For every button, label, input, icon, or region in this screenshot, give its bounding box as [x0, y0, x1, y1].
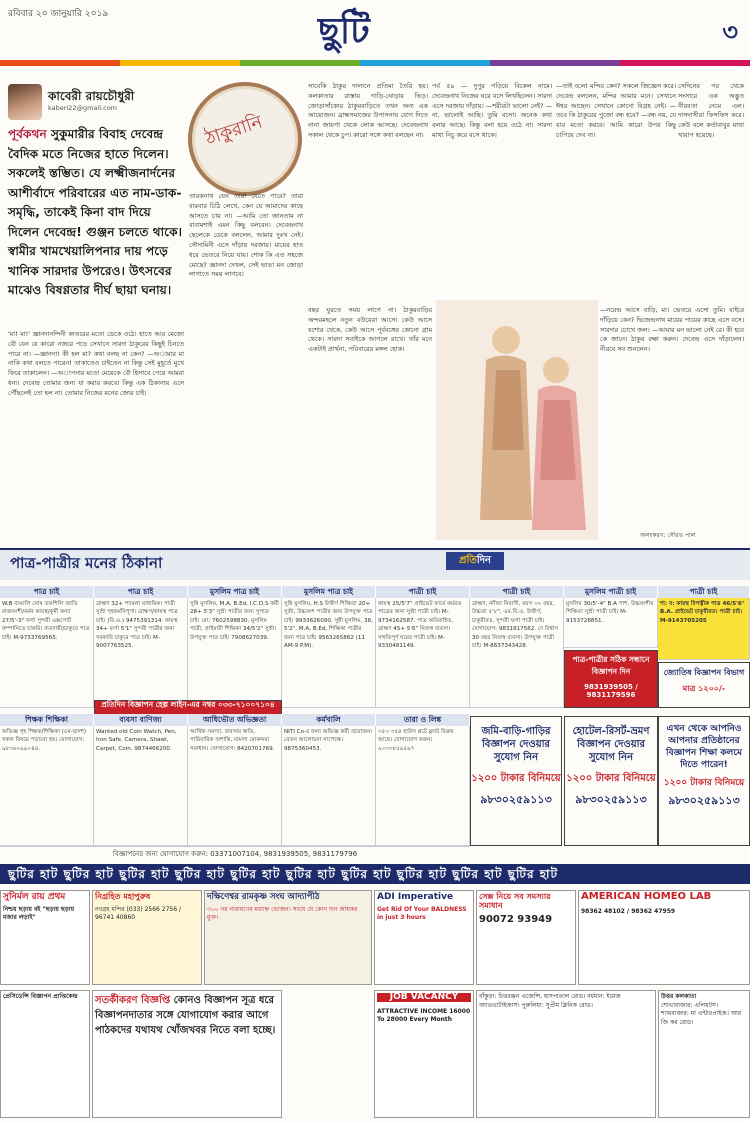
article-column-1: 'মা! মা!' জ্ঞানদানন্দিনী কাতরের মতো ডেকে ওঠে। হাতে আর মেজো বৌ যেন যে কারো নজরে পড়ে সেখানে সারদা ঠাকুরের কিছুই চিনতে পারে না। —জ্ঞানদা! কী হল মা? কথা বলছ না কেন? —অামার মা নাকি কথা বলতে পারেন! তাকাতেও চাইতেন না কিন্তু সেই মুহূর্তে মুখে ফিরে তাকালেন। —অাপনার মতো মেয়েকে বৌ হিসাবে পেয়ে আমরা ধন্য। দেবেন্দ্র তোমার জন্য যা করার করবে। কিন্তু এক ঠিকানায় এসে পৌঁছলেই তো হল না। তোমার নিজের মনের জোর চাই।	[8, 330, 184, 397]
helpline-box: প্রতিদিন বিজ্ঞাপন হেল্প লাইন-এর নম্বর ০৩৩-৭১০০৭১০৪	[94, 700, 282, 718]
ad-sex-clinic-phone: 90072 93949	[479, 914, 553, 925]
education-promo	[658, 716, 750, 846]
classified-ad: ব্রাহ্মণ, নদীয়া নিবাসী, বয়স ৩০ বছর, উচ্চতা ৫'৮", এম.বি.এ. উত্তীর্ণ, চাকুরীরত, সুন্দরী ফর্সা পাত্রী চাই। যোগাযোগ: 9831917562. দে বিশ্বাস 30 বছর নিজস্ব ব্যবসা। উপযুক্ত পাত্রী চাই। M-8637343428.	[470, 598, 564, 708]
ad-ashram-text: ৩০০ নর নারায়ণের মধ্যাহ্ন ভোজন। সংঘে যে কোন দান আয়কর মুক্ত।	[207, 905, 358, 921]
education-promo-price: ১২০০ টাকার বিনিময়ে	[663, 778, 745, 788]
ad-baldness-text: Get Rid Of Your BALDNESS in just 3 hours	[377, 905, 467, 921]
intro-text: সুকুমারীর বিবাহ দেবেন্দ্র বৈদিক মতে নিজের হাতে দিলেন। সকলেই স্তম্ভিত। যে লক্ষ্মীজনার্দনের আশীর্বাদে পরিবারের এত নাম-ডাক-সমৃদ্ধি, তাকেই কিনা বাদ দিয়ে দিলেন দেবেন্দ্র! গুঞ্জন চলতে থাকে। স্বামীর খামখেয়ালিপনার দায় পড়ে খানিক সারদার উপরেও। উৎসবের মাঝেও বিষণ্ণতার দীর্ঘ ছায়া ঘনায়।	[8, 127, 182, 297]
ad-office-north	[658, 990, 750, 1118]
classified-ad: W.B বাঙালি ঘোষ তফশিলি জাতি রাজবংশী/বর্মন কায়স্থ/কুর্মী কন্যা 27/5'-3" ফর্সা সুন্দরী এক্সপোর্ট কম্পানিতে চাকরি। ব্যবসায়ী/চাকুরে পাত্র চাই। M-9733769565.	[0, 598, 94, 708]
section-masthead: ছুটি	[318, 10, 370, 52]
ad-sex-clinic-title: সেক্স নিয়ে সব সমস্যার সমাধান	[479, 892, 551, 910]
ad-book-title: সুনির্মল রায় প্রথম	[3, 892, 66, 902]
category-heading: তারা ও লিঙ্ক	[376, 714, 470, 726]
ad-office-north-text: শোভাবাজার: এলিয়টস। শ্যামবাজার: মা এন্টারপ্রাইজ। আর জি কর রোড।	[661, 1001, 742, 1026]
ad-office-list-title: প্রেসিডেন্সি বিজ্ঞাপন প্রাপ্তিকেন্দ্র	[3, 993, 78, 1000]
category-heading: পাত্রী চাই	[376, 586, 470, 598]
ad-ashram-title: দক্ষিণেশ্বর রামকৃষ্ণ সংঘ আদ্যাপীঠ	[207, 892, 320, 902]
classified-ad: আর্থিক সমস্যা, বাবসায় ক্ষতি, পারিবারিক অশান্তি, মামলা মোকদ্দমা সমাধান। যোগাযোগ: 8420701769.	[188, 726, 282, 846]
caution-title: সতর্কীকরণ বিজ্ঞপ্তি	[95, 995, 171, 1006]
jyotish-promo-price: মাত্র ১২০০/-	[682, 684, 726, 693]
ad-office-list-text: বাঁকুড়া: চিত্তরঞ্জন এজেন্সি, হাসপাতাল রোড। বর্ধমান: ইমেজ অ্যাডভার্টাইজার্স। পুরুলিয়া: সুপ্রীম ক্লিনিক রোড।	[479, 993, 621, 1009]
land-promo	[470, 716, 562, 846]
jyotish-promo-text: জ্যোতিষ বিজ্ঞাপন বিভাগ	[663, 668, 745, 677]
classified-ad: NITI Co-র জন্য অভিজ্ঞ কর্মী প্রয়োজন। বেতন আলোচনা সাপেক্ষে। 9875360453.	[282, 726, 376, 846]
article-column-8: —নরেন্দ্র আসে বাড়ি, মা। ভেতরে এসো তুমি। বাইরে দাঁড়িয়ে কেন? দ্বিজেন্দ্রনাথ মায়ের পায়ের কাছে এসে বসে। সারদার চোখে জল। —আমার মন ভালো নেই রে। কী হবে কে জানে। ঠাকুর রক্ষা করুন। দেবেন্দ্র এসে দাঁড়ালেন। নীরবে সব শুনলেন।	[600, 306, 744, 354]
matrimony-promo-text: পাত্র-পাত্রীর সঠিক সন্ধানে বিজ্ঞাপন দিন	[572, 655, 650, 676]
category-heading: ব্যবসা বাণিজ্য	[94, 714, 188, 726]
ad-ashram	[204, 890, 372, 985]
ad-homeo-lab-phone: 98362 48102 / 98362 47959	[581, 907, 676, 915]
category-heading: শিক্ষক শিক্ষিকা	[0, 714, 94, 726]
ad-office-north-title: উত্তর কলকাতা	[661, 993, 697, 1000]
article-column-3: সাবেকি ঠাকুর দালানে প্রতিমা তৈরি হয়। কলকাতার রাস্তায় গাড়ি-ঘোড়ার ভিড়। জোড়াসাঁকোর ঠাকুরবাড়িতে তখন অন্য এক আয়োজন। ব্রাহ্মসমাজের উপাসনায় যোগ দিতে নানা জায়গা থেকে লোক আসছে। দেবেন্দ্রনাথ সকাল থেকে চুপ। কারো সঙ্গে কথা বলছেন না।	[308, 82, 428, 139]
classified-ad: ৩৫৩ ৩৫৪ হাউস প্লটে ফ্ল্যাট বিক্রয় আছে। যোগাযোগ করুন। ৯০৩৩৮৫৯৫৯৭	[376, 726, 470, 846]
story-intro	[8, 125, 186, 301]
hotel-promo-price: ১২০০ টাকার বিনিময়ে	[566, 773, 656, 784]
ad-temple-text: নবগ্রহ মন্দির (033) 2566 2756 / 96741 40860	[95, 905, 181, 921]
ad-office-list	[476, 990, 656, 1118]
classified-ad: সুন্নি মুসলিম, M.A, B.Ed, I.C.D.S কর্মী 28+ 5'3" সুশ্রী পাত্রীর জন্য সুপাত্র চাই। মো: 7602598830. মুসলিম পাত্রী, প্রাইমারী শিক্ষিকা 34/5'2" সুশ্রী। উপযুক্ত পাত্র চাই। 7908627039.	[188, 598, 282, 708]
hotel-promo	[564, 716, 658, 846]
category-heading: আধিভৌত অভিজ্ঞতা	[188, 714, 282, 726]
page-header	[0, 0, 750, 74]
author-name: কাবেরী রায়চৌধুরী	[48, 89, 135, 103]
chutir-hat-text: ছুটির হাট ছুটির হাট ছুটির হাট ছুটির হাট ছুটির হাট ছুটির হাট ছুটির হাট ছুটির হাট ছুটির হাট ছুটির হাট	[8, 867, 559, 881]
hotel-promo-phone: ৯৮৩০২৫৯১১৩	[575, 793, 647, 806]
ad-book	[0, 890, 90, 985]
logo-suffix: দিন	[476, 555, 491, 566]
caution-text: কোনও বিজ্ঞাপন সূত্র ধরে বিজ্ঞাপনদাতার সঙ্গে যোগাযোগ করার আগে পাঠকদের যথাযথ খোঁজখবর নিতে বলা হচ্ছে।	[95, 995, 276, 1036]
classified-ad: কায়স্থ 25/5'7" প্রাইভেট ফার্মে কর্মরত পাত্রের জন্য সুশ্রী পাত্রী চাই। M-9734162587. পাত্র অবিবাহিত, ব্রাহ্মণ 45+ 5'6" নিজস্ব ব্যবসা। সঙ্গতিপূর্ণ ঘরের পাত্রী চাই। M-9330481149.	[376, 598, 470, 708]
category-heading: পাত্রী চাই	[658, 586, 750, 598]
land-promo-text: জমি-বাড়ি-গাড়ির বিজ্ঞাপন দেওয়ার সুযোগ নিন	[481, 726, 551, 763]
category-heading: পাত্র চাই	[0, 586, 94, 598]
ad-homeo-lab	[578, 890, 750, 985]
classified-ad: শা: ব: কায়স্থ বিপত্নীক পাত্র 46/5'6" B.A. প্রাইভেট চাকুরীরত। পাত্রী চাই। M-9143705205	[658, 598, 750, 660]
classified-ad: Wanted old Coin Watch, Pen, Iron Safe, Camera, Shawl, Carpet, Coin. 9874466200.	[94, 726, 188, 846]
matrimony-promo	[564, 650, 658, 708]
article-column-7: বছর ঘুরতে সময় লাগে না। ঠাকুরবাড়ির অন্দরমহলে নতুন বউয়েরা আসে। কেউ আসে যশোর থেকে, কেউ আসে পূর্ববঙ্গের কোনো গ্রাম থেকে। সারদা সবাইকে আগলে রাখে। তাঁর মনে একটাই প্রার্থনা, পরিবারের মঙ্গল হোক।	[308, 306, 432, 354]
category-heading: পাত্র চাই	[94, 586, 188, 598]
ad-job-text: ATTRACTIVE INCOME 16000 To 28000 Every Month	[377, 1007, 471, 1023]
article-column-4: পর্ব ৫৯ — দুপুর গড়িয়ে বিকেল নামে। দেবেন্দ্রনাথ নিজের ঘরে বসে লিখছিলেন। সারদা এসে দরজায় দাঁড়ায়। —শরীরটা ভালো নেই? —না, ভালোই আছি। তুমি বসো। অনেক কথা বলার আছে। কিন্তু বলা হয়ে ওঠে না। সারদা মাথা নিচু করে বসে থাকে।	[432, 82, 552, 139]
category-heading: মুসলিম পাত্র চাই	[282, 586, 376, 598]
color-stripe	[0, 60, 750, 66]
article-column-2: তারকনাথ যেন তারা যেতে পারে? তারা বারবার চিঠি লেখে, কেন যে আমাদের কাছে আসতে চায় না। —আমি তো জানতাম না বাবামশাই এমন কিছু বলবেন। দেবেন্দ্রনাথ ছেলেকে ডেকে বললেন, আমার দুঃখ নেই। সৌদামিনী এসে দাঁড়ায় দরজায়। মায়ের হাত ধরে ভেতরে নিয়ে যায়। শোক কি এত সহজে মোছে? জ্ঞানদা দেখল, সেই ভাঙা মন জোড়া লাগাতে সময় লাগবে।	[189, 192, 303, 279]
category-heading: মুসলিম পাত্রী চাই	[564, 586, 658, 598]
ad-baldness	[374, 890, 474, 985]
ad-job	[374, 990, 474, 1118]
classified-title: পাত্র-পাত্রীর মনের ঠিকানা	[10, 554, 163, 572]
ad-homeo-lab-title: AMERICAN HOMEO LAB	[581, 891, 712, 902]
pratidin-logo	[446, 552, 504, 570]
classified-ad: মুসলিম 30/5'-4" B.A পাশ, উচ্চবংশীয় শিক্ষিতা সুশ্রী পাত্রী চাই। M-9153728851.	[564, 598, 658, 648]
hotel-promo-text: হোটেল-রিসর্ট-ভ্রমণ বিজ্ঞাপন দেওয়ার সুযোগ নিন	[572, 726, 650, 763]
ad-sex-clinic	[476, 890, 576, 985]
matrimony-promo-phone: 9831939505 / 9831179596	[584, 683, 638, 699]
ad-book-text: নিশ্চয় ছড়ায় বই "ছড়ায় ছড়ায় মজার লড়াই"	[3, 905, 75, 921]
issue-date: রবিবার ২০ জানুয়ারি ২০১৯	[8, 9, 109, 19]
education-promo-text: এখন থেকে আপনিও আপনার প্রতিষ্ঠানের বিজ্ঞাপন শিক্ষা কলমে দিতে পারেন!	[666, 724, 742, 770]
ad-baldness-title: ADI Imperative	[377, 892, 454, 902]
education-promo-phone: ৯৮৩০২৫৯১১৩	[668, 794, 740, 807]
category-heading: পাত্রী চাই	[470, 586, 564, 598]
land-promo-price: ১২০০ টাকার বিনিময়ে	[471, 773, 561, 784]
ad-temple	[92, 890, 202, 985]
page-number: ৩	[722, 18, 738, 46]
ad-temple-title: নিগ্রহিত মহাপুরুষ	[95, 892, 151, 901]
classified-ad: অভিজ্ঞ গৃহ শিক্ষক/শিক্ষিকা (৫ম-দ্বাদশ) সকল বিষয়ে পড়ানো হয়। যোগাযোগ: ৯৮৩৬০৯৯০৪৪.	[0, 726, 94, 846]
intro-lead: পূর্বকথন	[8, 127, 47, 141]
caution-notice	[92, 990, 282, 1118]
illustration-credit: অলংকরণ: সৌরভ পাল	[640, 532, 696, 539]
article-column-6: সেদিনের পর থেকে সংসারে এক অদ্ভুত নীরবতা নেমে এল। দাসদাসীরা ফিসফিস করে। কেউ বলে কর্তাবাবুর মাথা খারাপ হয়েছে।	[678, 82, 744, 139]
category-heading: কর্মখালি	[282, 714, 376, 726]
classified-ad: সুন্নি মুসলিম, H.S উত্তীর্ণ শিক্ষিতা 20+ সুশ্রী, উচ্চবংশ পাত্রীর জন্য উপযুক্ত পাত্র চাই। 9933626090. সুন্নী মুসলিম, 38, 5'2", M.A, B.Ed, শিক্ষিকা পাত্রীর জন্য পাত্র চাই। 9563265862 (11 AM-9 P.M).	[282, 598, 376, 708]
jyotish-promo	[658, 662, 750, 708]
article-column-5: —তাই বলে! মন্দির কেন? সকলে জিজ্ঞেস করে। দেবেন্দ্র বললেন, মন্দির আমার মনে। সেখানে ঈশ্বর আছেন। সেখানে কোনো বিগ্রহ নেই। —তবে কি ঠাকুরের পুজো বন্ধ হবে? —বন্ধ নয়, যে যার মতো করবে। আমি কারো উপর কিছু চাপিয়ে দেব না।	[556, 82, 676, 139]
story-illustration	[436, 300, 598, 540]
author-photo	[8, 84, 42, 120]
hoop-embroidered-text: ঠাকুরানি	[202, 111, 265, 150]
land-promo-phone: ৯৮৩০২৫৯১১৩	[480, 793, 552, 806]
category-heading: মুসলিম পাত্র চাই	[188, 586, 282, 598]
author-email: kaberi22@gmail.com	[48, 104, 118, 112]
ad-job-title: JOB VACANCY	[377, 993, 471, 1002]
ad-office-list-left	[0, 990, 90, 1118]
classified-ad: ব্রাহ্মণ 32+ শ্যামলা মাধ্যমিক। পাত্রী সুশ্রী গৃহকর্মনিপুণা। ব্রাহ্মণ/কায়স্থ পাত্র চাই। (বি.ও.) 9475391314. কায়স্থ 34+ ফর্সা 5'1" সুন্দরী পাত্রীর জন্য সরকারি চাকুরে পাত্র চাই। M-9007763525.	[94, 598, 188, 708]
ad-contact-line: বিজ্ঞাপনের জন্য যোগাযোগ করুন: 03371007104, 9831939505, 9831179796	[0, 846, 470, 861]
logo-prefix: প্রতি	[459, 555, 477, 566]
